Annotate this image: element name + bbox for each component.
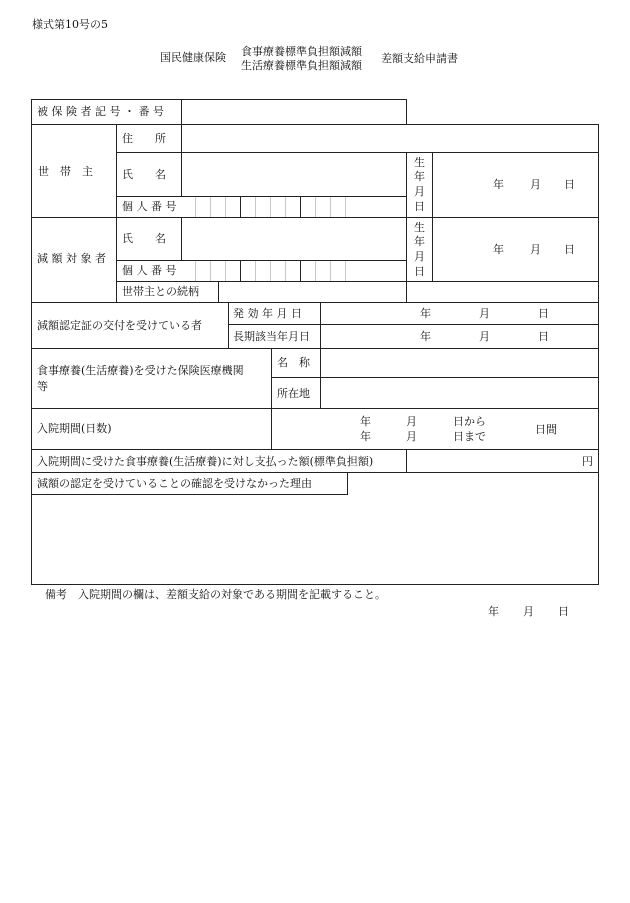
hospitalization-period-field[interactable] [273, 410, 597, 448]
hoh-birthdate-field[interactable] [434, 154, 597, 216]
from-suffix: 日から [453, 415, 486, 428]
target-birth-day-unit: 日 [564, 243, 575, 256]
target-birthdate-field[interactable] [434, 219, 597, 280]
payment-amount-field[interactable] [408, 451, 597, 471]
hoh-address-field[interactable] [183, 126, 597, 151]
effective-month-unit: 月 [479, 307, 490, 320]
long-term-day-unit: 日 [538, 330, 549, 343]
institution-name-field[interactable] [322, 350, 597, 376]
reduction-target-label: 減 額 対 象 者 [37, 252, 106, 265]
target-birth-year-unit: 年 [493, 243, 504, 256]
insured-number-field[interactable] [183, 101, 405, 123]
submission-year-unit: 年 [488, 605, 499, 618]
hoh-birth-month-unit: 月 [530, 178, 541, 191]
yen-unit: 円 [582, 455, 593, 468]
institution-location-label: 所在地 [277, 387, 310, 400]
insured-number-label: 被 保 険 者 記 号 ・ 番 号 [37, 105, 164, 118]
effective-date-label: 発 効 年 月 日 [233, 307, 302, 320]
title-prefix: 国民健康保険 [160, 51, 226, 64]
title-suffix: 差額支給申請書 [381, 52, 458, 65]
long-term-date-field[interactable] [322, 326, 597, 347]
hoh-address-label: 住 所 [122, 132, 166, 145]
to-suffix: 日まで [453, 430, 486, 443]
target-personal-number-field[interactable] [183, 261, 405, 280]
target-personal-number-label: 個 人 番 号 [122, 264, 177, 277]
hoh-name-field[interactable] [183, 154, 405, 195]
hoh-personal-number-field[interactable] [183, 197, 405, 216]
title-line-living: 生活療養標準負担額減額 [241, 59, 362, 72]
institution-location-field[interactable] [322, 379, 597, 407]
effective-date-field[interactable] [322, 304, 597, 323]
payment-label: 入院期間に受けた食事療養(生活療養)に対し支払った額(標準負担額) [37, 455, 374, 468]
from-year-unit: 年 [360, 415, 371, 428]
reason-label: 減額の認定を受けていることの確認を受けなかった理由 [37, 477, 312, 490]
institution-label-line2: 等 [37, 380, 48, 393]
target-birth-char-1: 生 [414, 221, 425, 234]
target-name-field[interactable] [183, 219, 405, 259]
from-month-unit: 月 [406, 415, 417, 428]
submission-month-unit: 月 [523, 605, 534, 618]
institution-name-label: 名 称 [277, 356, 310, 369]
hoh-birth-char-3: 月 [414, 185, 425, 198]
target-birth-char-2: 年 [414, 235, 425, 248]
hoh-birth-char-2: 年 [414, 170, 425, 183]
submission-day-unit: 日 [558, 605, 569, 618]
hoh-name-label: 氏 名 [122, 168, 166, 181]
hoh-birth-day-unit: 日 [564, 178, 575, 191]
head-of-household-label: 世 帯 主 [38, 165, 93, 178]
hoh-birth-char-1: 生 [414, 156, 425, 169]
to-year-unit: 年 [360, 430, 371, 443]
effective-day-unit: 日 [538, 307, 549, 320]
institution-label-line1: 食事療養(生活療養)を受けた保険医療機関 [37, 364, 244, 377]
certificate-holder-label: 減額認定証の交付を受けている者 [37, 319, 202, 332]
target-name-label: 氏 名 [122, 232, 166, 245]
target-birth-char-3: 月 [414, 250, 425, 263]
hoh-birth-char-4: 日 [414, 200, 425, 213]
hoh-personal-number-label: 個 人 番 号 [122, 200, 177, 213]
target-birth-month-unit: 月 [530, 243, 541, 256]
title-line-meal: 食事療養標準負担額減額 [241, 45, 362, 58]
long-term-date-label: 長期該当年月日 [233, 330, 310, 343]
target-relation-label: 世帯主との続柄 [122, 285, 199, 298]
reason-field[interactable] [33, 496, 597, 583]
hoh-birth-year-unit: 年 [493, 178, 504, 191]
long-term-month-unit: 月 [479, 330, 490, 343]
target-relation-field[interactable] [220, 283, 405, 301]
submission-date-field[interactable] [480, 604, 580, 620]
to-month-unit: 月 [406, 430, 417, 443]
effective-year-unit: 年 [420, 307, 431, 320]
remarks-note: 備考 入院期間の欄は、差額支給の対象である期間を記載すること。 [45, 588, 386, 601]
long-term-year-unit: 年 [420, 330, 431, 343]
days-label: 日間 [535, 423, 557, 436]
target-birth-char-4: 日 [414, 265, 425, 278]
hospitalization-label: 入院期間(日数) [37, 422, 112, 435]
form-number: 様式第10号の5 [32, 18, 108, 31]
